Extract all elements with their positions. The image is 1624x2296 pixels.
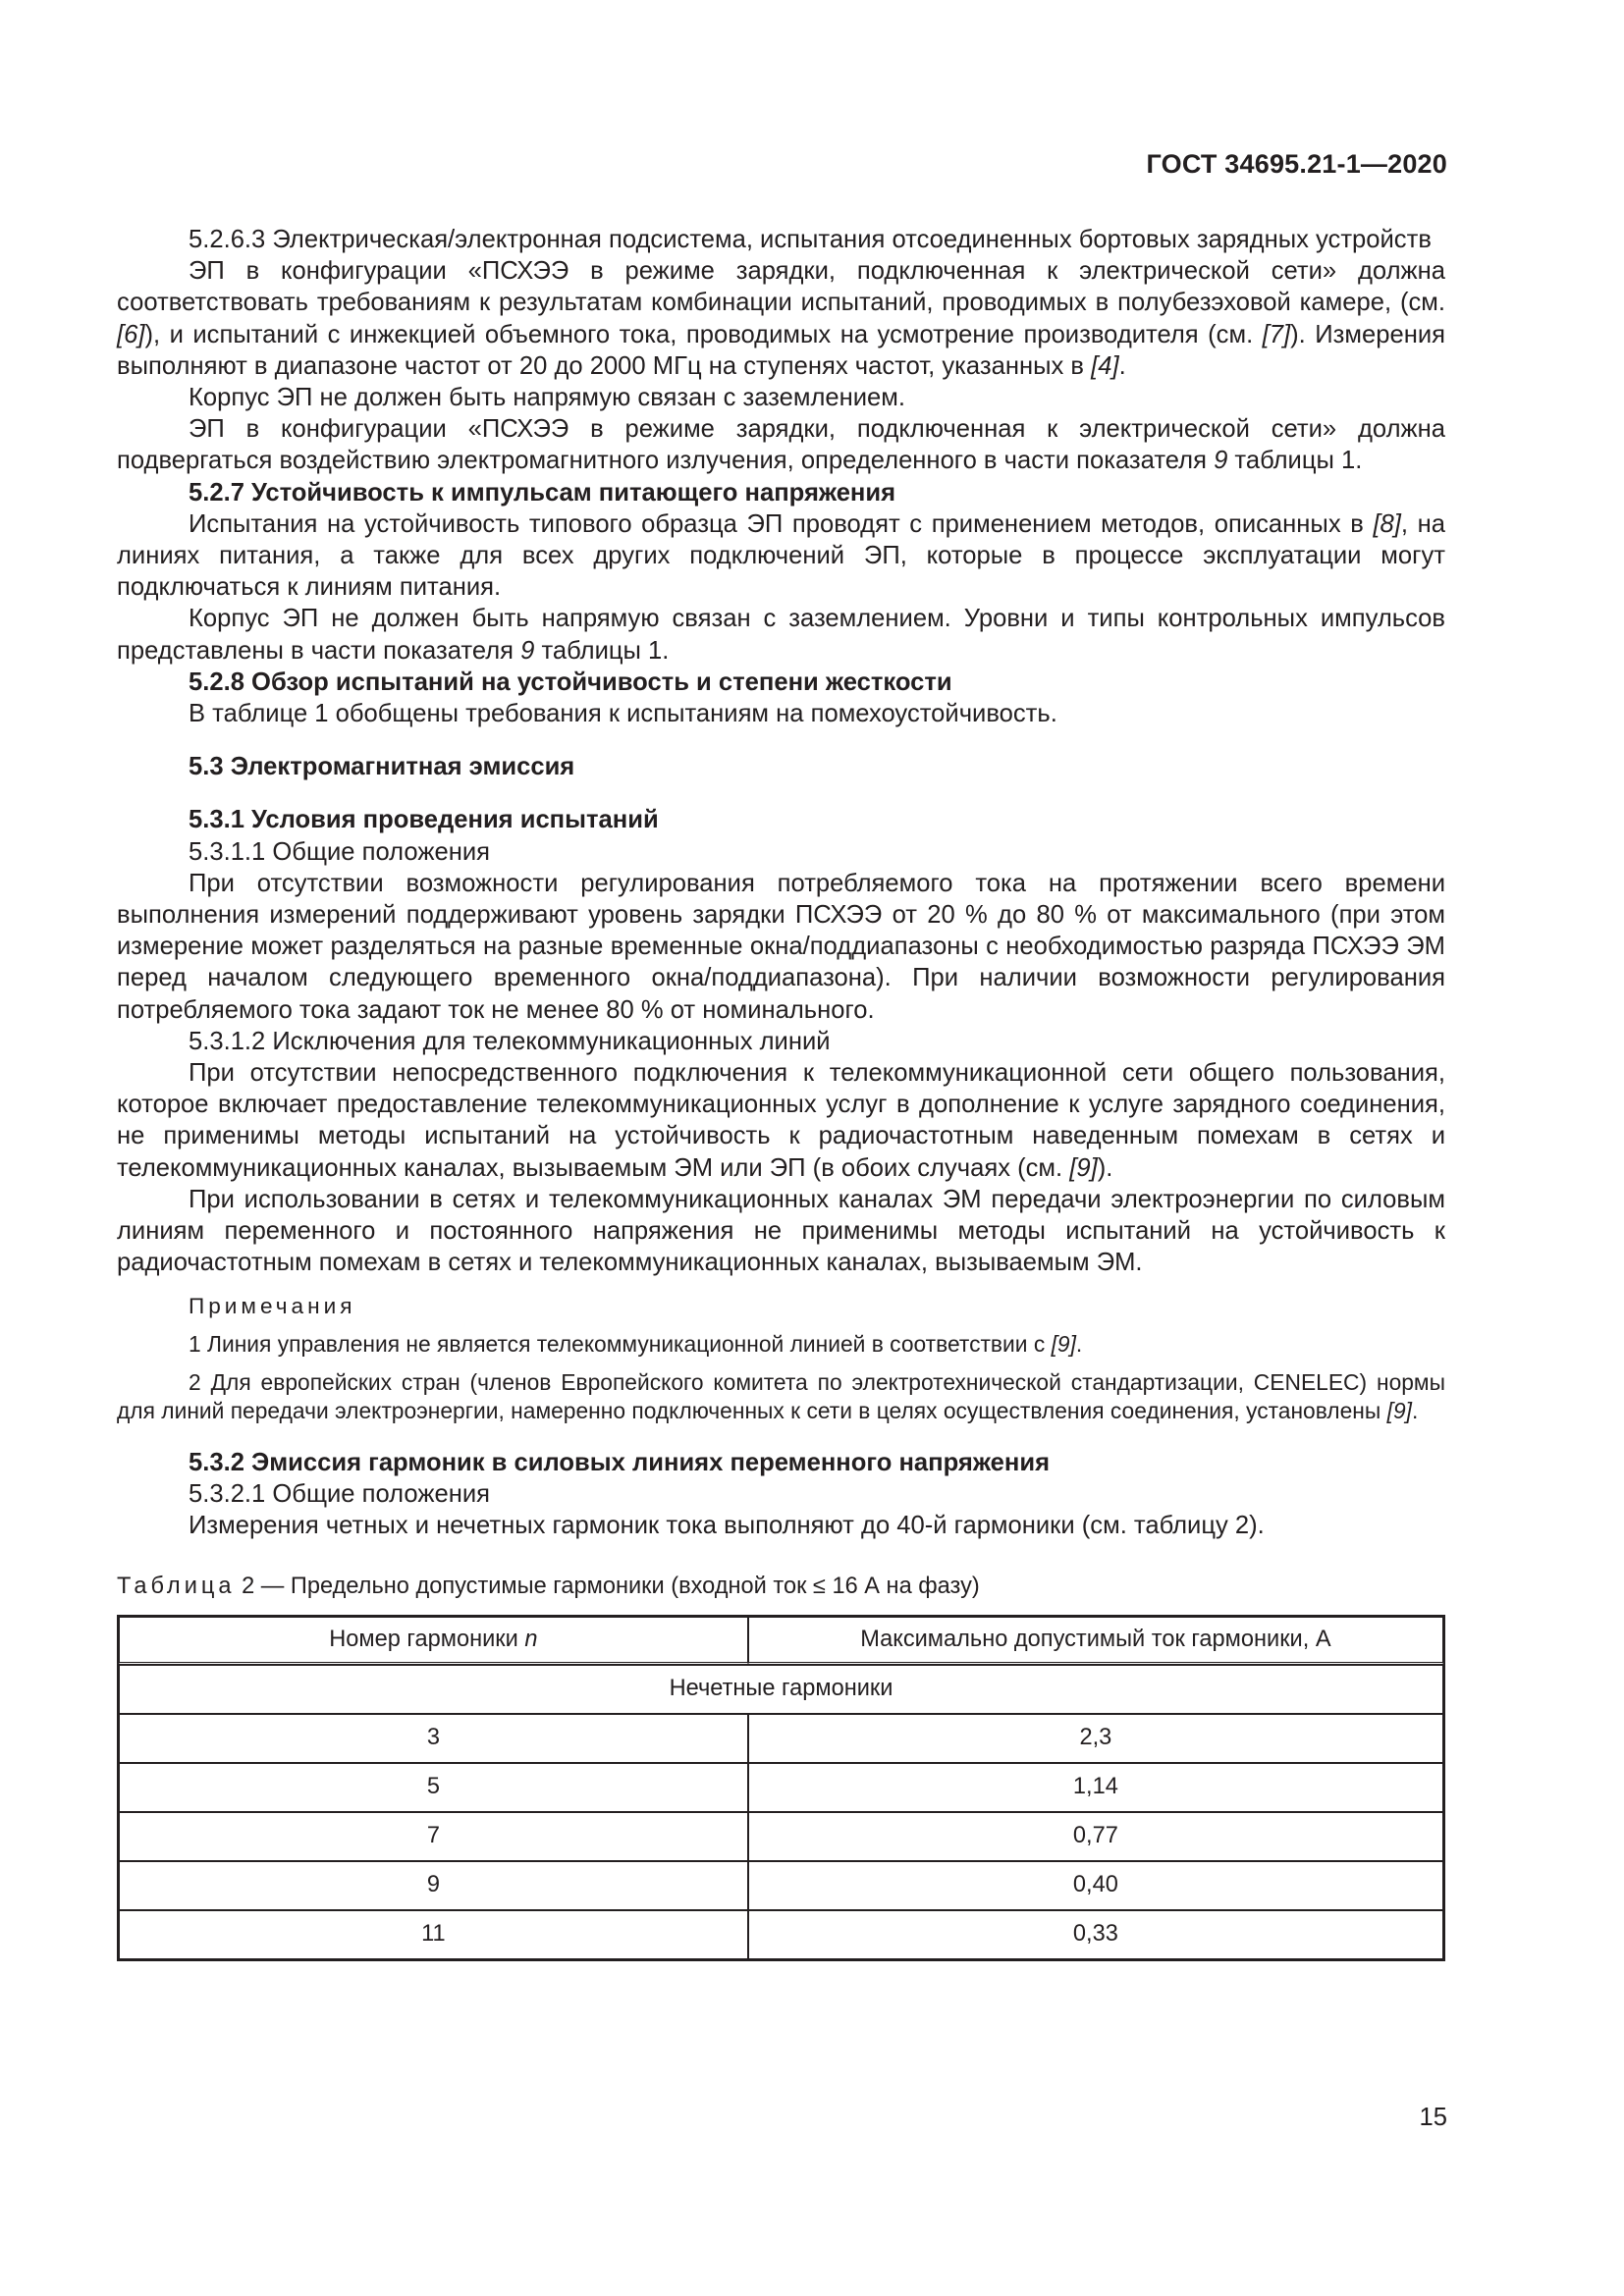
max-current-cell: 0,33 xyxy=(748,1910,1443,1959)
harmonic-number-cell: 7 xyxy=(119,1812,748,1861)
paragraph: Измерения четных и нечетных гармоник тока выполняют до 40-й гармоники (см. таблицу 2). xyxy=(189,1512,1265,1540)
table-row xyxy=(119,1763,1443,1812)
harmonic-number-cell: 5 xyxy=(119,1763,748,1812)
section-5-3-heading: 5.3 Электромагнитная эмиссия xyxy=(189,753,575,781)
max-current-cell: 0,77 xyxy=(748,1812,1443,1861)
column-header-harmonic-number: Номер гармоники n xyxy=(119,1617,748,1665)
paragraph: При использовании в сетях и телекоммуникационных каналах ЭМ передачи электроэнергии по силовым линиям переменного и постоянного напряжения не применимы методы испытаний на устойчивость к радиочастотным помехам в сетях и телекоммуникационных каналах, вызываемым ЭМ. xyxy=(117,1185,1445,1277)
paragraph: Корпус ЭП не должен быть напрямую связан с заземлением. xyxy=(189,384,905,412)
harmonic-number-cell: 11 xyxy=(119,1910,748,1959)
section-5-3-1-heading: 5.3.1 Условия проведения испытаний xyxy=(189,806,659,834)
table-header-row xyxy=(119,1617,1443,1665)
group-label-odd-harmonics: Нечетные гармоники xyxy=(119,1665,1443,1714)
harmonic-number-cell: 9 xyxy=(119,1861,748,1910)
max-current-cell: 0,40 xyxy=(748,1861,1443,1910)
reference-4: [4] xyxy=(1091,351,1119,380)
max-current-cell: 1,14 xyxy=(748,1763,1443,1812)
paragraph: При отсутствии возможности регулирования потребляемого тока на протяжении всего времени выполнения измерений поддерживают уровень зарядки ПСХЭЭ от 20 % до 80 % от максимального (при этом измерение может разделяться на разные временные окна/поддиапазоны с необходимостью разряда ПСХЭЭ ЭМ перед началом следующего временного окна/поддиапазона). При наличии возможности регулирования потребляемого тока задают ток не менее 80 % от номинального. xyxy=(117,869,1445,1024)
section-5-3-2-heading: 5.3.2 Эмиссия гармоник в силовых линиях переменного напряжения xyxy=(189,1448,1051,1476)
section-5-2-6-3-title: 5.2.6.3 Электрическая/электронная подсистема, испытания отсоединенных бортовых зарядных устройств xyxy=(189,226,1432,253)
table-row xyxy=(119,1910,1443,1959)
paragraph: ЭП в конфигурации «ПСХЭЭ в режиме зарядки, подключенная к электрической сети» должна подвергаться воздействию электромагнитного излучения, определенного в части показателя 9 таблицы 1. xyxy=(117,415,1445,475)
table-caption: Таблица 2 — Предельно допустимые гармоники (входной ток ≤ 16 А на фазу) xyxy=(117,1574,980,1600)
paragraph: ЭП в конфигурации «ПСХЭЭ в режиме зарядки, подключенная к электрической сети» должна соответствовать требованиям к результатам комбинации испытаний, проводимых в полубезэховой камере, (см. [6]), и испытаний с инжекцией объемного тока, проводимых на усмотрение производителя (см. [7]). Измерения выполняют в диапазоне частот от 20 до 2000 МГц на ступенях частот, указанных в [4]. xyxy=(117,257,1445,380)
notes-label: Примечания xyxy=(189,1293,356,1318)
reference-6: [6] xyxy=(117,320,145,348)
paragraph: Испытания на устойчивость типового образца ЭП проводят с применением методов, описанных в [8], на линиях питания, а также для всех других подключений ЭП, которые в процессе эксплуатации могут подключаться к линиям питания. xyxy=(117,509,1445,602)
reference-9: [9] xyxy=(1069,1153,1098,1182)
section-5-2-8-heading: 5.2.8 Обзор испытаний на устойчивость и степени жесткости xyxy=(189,667,952,696)
table-row xyxy=(119,1861,1443,1910)
subsection-title: 5.3.2.1 Общие положения xyxy=(189,1479,490,1508)
document-id-header: ГОСТ 34695.21-1—2020 xyxy=(1146,149,1447,179)
reference-7: [7] xyxy=(1262,320,1291,348)
note-1: 1 Линия управления не является телекоммуникационной линией в соответствии с [9]. xyxy=(189,1330,1083,1357)
reference-8: [8] xyxy=(1373,509,1401,538)
note-2: 2 Для европейских стран (членов Европейского комитета по электротехнической стандартизации, CENELEC) нормы для линий передачи электроэнергии, намеренно подключенных к сети в целях осуществления соединения, установлены [9]. xyxy=(117,1368,1445,1423)
subsection-title: 5.3.1.1 Общие положения xyxy=(189,837,490,866)
paragraph: Корпус ЭП не должен быть напрямую связан с заземлением. Уровни и типы контрольных импульсов представлены в части показателя 9 таблицы 1. xyxy=(117,605,1445,665)
page-number: 15 xyxy=(1419,2104,1447,2131)
max-current-cell: 2,3 xyxy=(748,1714,1443,1763)
section-5-2-7-heading: 5.2.7 Устойчивость к импульсам питающего напряжения xyxy=(189,478,896,507)
subsection-title: 5.3.1.2 Исключения для телекоммуникационных линий xyxy=(189,1027,831,1055)
column-header-max-current: Максимально допустимый ток гармоники, А xyxy=(748,1617,1443,1665)
table-group-row xyxy=(119,1665,1443,1714)
document-body xyxy=(117,224,1445,1961)
harmonic-number-cell: 3 xyxy=(119,1714,748,1763)
paragraph: В таблице 1 обобщены требования к испытаниям на помехоустойчивость. xyxy=(189,700,1057,728)
table-row xyxy=(119,1812,1443,1861)
table-row xyxy=(119,1714,1443,1763)
harmonics-table xyxy=(117,1615,1445,1961)
paragraph: При отсутствии непосредственного подключения к телекоммуникационной сети общего пользования, которое включает предоставление телекоммуникационных услуг в дополнение к услуге зарядного соединения, не применимы методы испытаний на устойчивость к радиочастотным наведенным помехам в сетях и телекоммуникационных каналах, вызываемым ЭМ или ЭП (в обоих случаях (см. [9]). xyxy=(117,1059,1445,1182)
